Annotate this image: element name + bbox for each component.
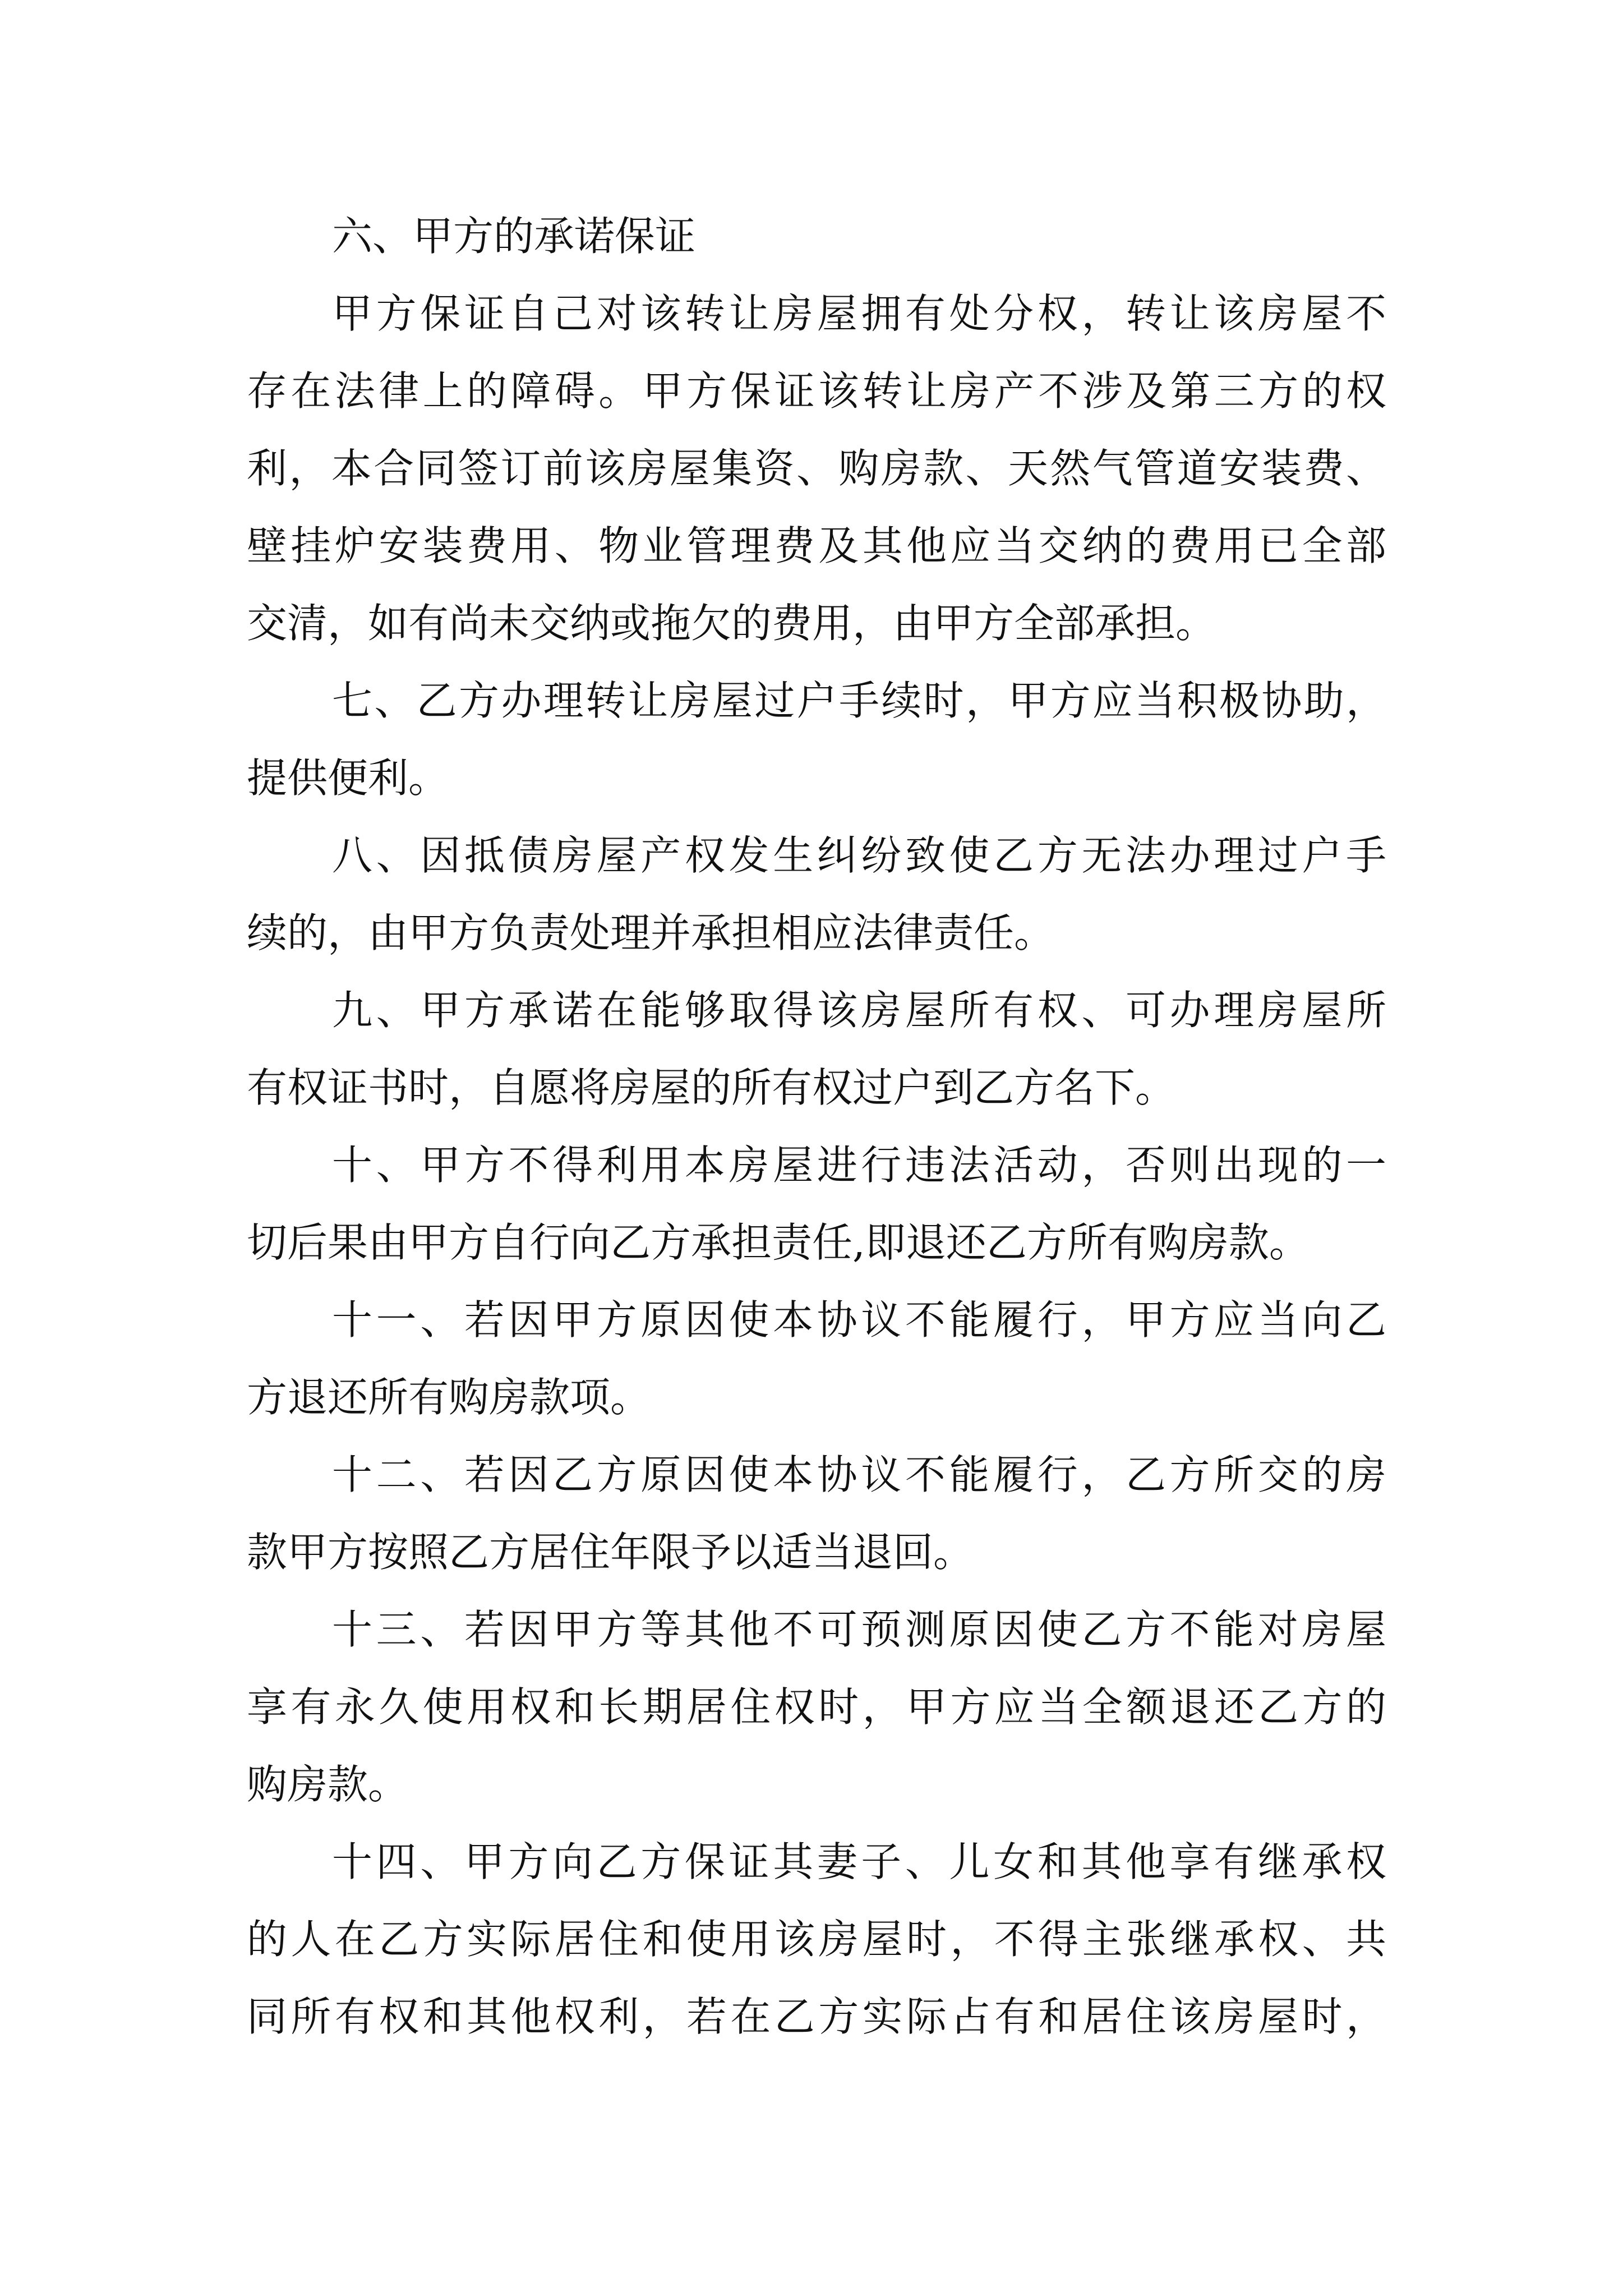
text-line: 甲方保证自己对该转让房屋拥有处分权，转让该房屋不 [332,290,1386,337]
text-line: 方退还所有购房款项。 [247,1374,651,1421]
text-line: 十一、若因甲方原因使本协议不能履行，甲方应当向乙 [332,1296,1386,1343]
text-line: 存在法律上的障碍。甲方保证该转让房产不涉及第三方的权 [247,367,1386,415]
text-line: 十四、甲方向乙方保证其妻子、儿女和其他享有继承权 [332,1838,1386,1885]
text-line: 八、因抵债房屋产权发生纠纷致使乙方无法办理过户手 [332,832,1386,879]
text-line: 交清，如有尚未交纳或拖欠的费用，由甲方全部承担。 [247,600,1216,647]
text-line: 十二、若因乙方原因使本协议不能履行，乙方所交的房 [332,1451,1386,1498]
text-line: 七、乙方办理转让房屋过户手续时，甲方应当积极协助， [332,677,1386,724]
text-line: 壁挂炉安装费用、物业管理费及其他应当交纳的费用已全部 [247,522,1386,569]
text-line: 享有永久使用权和长期居住权时，甲方应当全额退还乙方的 [247,1683,1386,1731]
text-line: 有权证书时，自愿将房屋的所有权过户到乙方名下。 [247,1064,1176,1111]
text-line: 十三、若因甲方等其他不可预测原因使乙方不能对房屋 [332,1606,1386,1653]
text-line: 提供便利。 [247,754,449,802]
text-line: 购房款。 [247,1761,409,1808]
text-line: 利，本合同签订前该房屋集资、购房款、天然气管道安装费、 [247,445,1386,492]
text-line: 款甲方按照乙方居住年限予以适当退回。 [247,1529,974,1576]
text-line: 切后果由甲方自行向乙方承担责任,即退还乙方所有购房款。 [247,1219,1310,1266]
text-line: 六、甲方的承诺保证 [332,213,696,260]
text-line: 九、甲方承诺在能够取得该房屋所有权、可办理房屋所 [332,987,1386,1034]
text-line: 的人在乙方实际居住和使用该房屋时，不得主张继承权、共 [247,1916,1386,1963]
document-body [247,197,1386,2055]
text-line: 同所有权和其他权利，若在乙方实际占有和居住该房屋时， [247,1993,1386,2040]
text-line: 续的，由甲方负责处理并承担相应法律责任。 [247,909,1055,956]
text-line: 十、甲方不得利用本房屋进行违法活动，否则出现的一 [332,1142,1386,1189]
